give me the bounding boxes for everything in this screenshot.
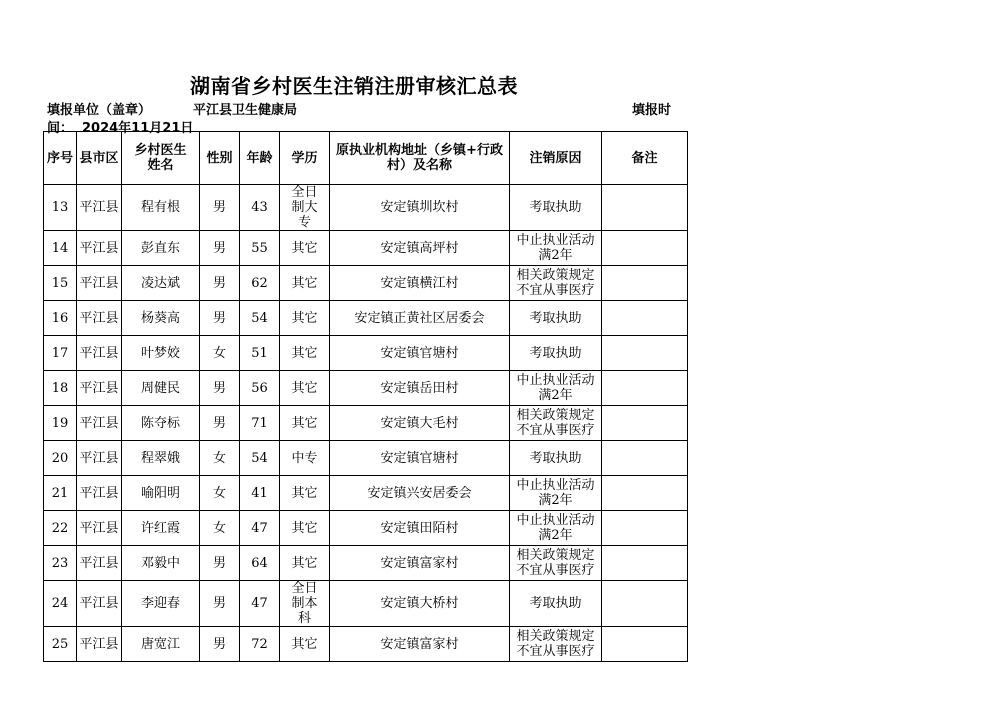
cell-note <box>602 546 688 581</box>
cell-age: 56 <box>240 371 280 406</box>
cell-name: 凌达斌 <box>122 266 200 301</box>
cell-edu: 中专 <box>280 441 330 476</box>
cell-reason: 相关政策规定不宜从事医疗 <box>510 627 602 662</box>
cell-note <box>602 185 688 231</box>
cell-name: 许红霞 <box>122 511 200 546</box>
header-reason: 注销原因 <box>510 132 602 185</box>
cell-sex: 女 <box>200 336 240 371</box>
cell-no: 14 <box>44 231 77 266</box>
cell-name: 程翠娥 <box>122 441 200 476</box>
header-edu: 学历 <box>280 132 330 185</box>
cell-note <box>602 406 688 441</box>
table-row <box>44 406 688 441</box>
cell-address: 安定镇富家村 <box>330 546 510 581</box>
cell-note <box>602 266 688 301</box>
cell-edu: 全日制大专 <box>280 185 330 231</box>
cell-edu: 其它 <box>280 336 330 371</box>
cell-sex: 男 <box>200 185 240 231</box>
cell-note <box>602 371 688 406</box>
cell-edu: 其它 <box>280 231 330 266</box>
cell-sex: 女 <box>200 476 240 511</box>
cell-age: 72 <box>240 627 280 662</box>
cell-edu: 其它 <box>280 476 330 511</box>
cell-note <box>602 231 688 266</box>
cell-sex: 女 <box>200 511 240 546</box>
cell-name: 杨葵高 <box>122 301 200 336</box>
cell-edu: 其它 <box>280 371 330 406</box>
cell-reason: 考取执助 <box>510 441 602 476</box>
table-row <box>44 511 688 546</box>
header-age: 年龄 <box>240 132 280 185</box>
cell-county: 平江县 <box>77 266 122 301</box>
cell-address: 安定镇官塘村 <box>330 336 510 371</box>
cell-sex: 男 <box>200 546 240 581</box>
cell-edu: 其它 <box>280 546 330 581</box>
header-no: 序号 <box>44 132 77 185</box>
cell-reason: 考取执助 <box>510 301 602 336</box>
unit-name: 平江县卫生健康局 <box>193 103 298 118</box>
cell-name: 喻阳明 <box>122 476 200 511</box>
table-header-row <box>44 132 688 185</box>
cell-no: 19 <box>44 406 77 441</box>
header-county: 县市区 <box>77 132 122 185</box>
cell-sex: 男 <box>200 581 240 627</box>
table-body <box>44 185 688 662</box>
header-name: 乡村医生姓名 <box>122 132 200 185</box>
cell-edu: 其它 <box>280 301 330 336</box>
cell-address: 安定镇田陌村 <box>330 511 510 546</box>
cell-note <box>602 476 688 511</box>
cell-age: 51 <box>240 336 280 371</box>
cell-edu: 其它 <box>280 627 330 662</box>
cell-no: 13 <box>44 185 77 231</box>
cell-edu: 全日制本科 <box>280 581 330 627</box>
cell-county: 平江县 <box>77 336 122 371</box>
table-row <box>44 185 688 231</box>
cell-county: 平江县 <box>77 371 122 406</box>
date-label-b: 间： <box>47 121 74 136</box>
cell-note <box>602 441 688 476</box>
cell-name: 叶梦姣 <box>122 336 200 371</box>
cell-county: 平江县 <box>77 581 122 627</box>
cell-age: 54 <box>240 301 280 336</box>
cell-county: 平江县 <box>77 627 122 662</box>
cell-county: 平江县 <box>77 476 122 511</box>
unit-label: 填报单位（盖章） <box>47 103 152 118</box>
cell-no: 17 <box>44 336 77 371</box>
cell-county: 平江县 <box>77 546 122 581</box>
cell-age: 64 <box>240 546 280 581</box>
header-note: 备注 <box>602 132 688 185</box>
cell-age: 47 <box>240 581 280 627</box>
table-row <box>44 301 688 336</box>
date-value: 2024年11月21日 <box>82 121 194 136</box>
table-row <box>44 231 688 266</box>
table-row <box>44 476 688 511</box>
cell-no: 15 <box>44 266 77 301</box>
cell-address: 安定镇大桥村 <box>330 581 510 627</box>
cell-no: 23 <box>44 546 77 581</box>
cell-reason: 考取执助 <box>510 336 602 371</box>
cell-age: 62 <box>240 266 280 301</box>
cell-no: 20 <box>44 441 77 476</box>
cell-reason: 中止执业活动满2年 <box>510 231 602 266</box>
date-label-a: 填报时 <box>632 103 672 118</box>
cell-sex: 男 <box>200 231 240 266</box>
cell-county: 平江县 <box>77 185 122 231</box>
cell-sex: 女 <box>200 441 240 476</box>
cell-address: 安定镇横江村 <box>330 266 510 301</box>
cell-name: 周健民 <box>122 371 200 406</box>
cell-age: 55 <box>240 231 280 266</box>
cell-name: 程有根 <box>122 185 200 231</box>
cell-address: 安定镇高坪村 <box>330 231 510 266</box>
cell-reason: 中止执业活动满2年 <box>510 476 602 511</box>
cell-sex: 男 <box>200 406 240 441</box>
cell-address: 安定镇兴安居委会 <box>330 476 510 511</box>
cell-name: 彭直东 <box>122 231 200 266</box>
cell-no: 18 <box>44 371 77 406</box>
cell-note <box>602 627 688 662</box>
cell-edu: 其它 <box>280 511 330 546</box>
cell-reason: 相关政策规定不宜从事医疗 <box>510 406 602 441</box>
cell-age: 54 <box>240 441 280 476</box>
cell-address: 安定镇大毛村 <box>330 406 510 441</box>
table-row <box>44 546 688 581</box>
cell-name: 李迎春 <box>122 581 200 627</box>
page-title: 湖南省乡村医生注销注册审核汇总表 <box>190 74 518 98</box>
cell-age: 71 <box>240 406 280 441</box>
cell-no: 22 <box>44 511 77 546</box>
cell-age: 43 <box>240 185 280 231</box>
cell-county: 平江县 <box>77 441 122 476</box>
cell-county: 平江县 <box>77 406 122 441</box>
table-row <box>44 441 688 476</box>
table-row <box>44 627 688 662</box>
table-row <box>44 336 688 371</box>
cell-name: 唐宽江 <box>122 627 200 662</box>
cell-sex: 男 <box>200 301 240 336</box>
cell-no: 21 <box>44 476 77 511</box>
header-address: 原执业机构地址（乡镇+行政村）及名称 <box>330 132 510 185</box>
cell-reason: 相关政策规定不宜从事医疗 <box>510 546 602 581</box>
table-row <box>44 371 688 406</box>
cell-address: 安定镇圳坎村 <box>330 185 510 231</box>
table-row <box>44 581 688 627</box>
cell-edu: 其它 <box>280 266 330 301</box>
summary-table <box>43 131 688 662</box>
cell-no: 16 <box>44 301 77 336</box>
cell-age: 41 <box>240 476 280 511</box>
cell-note <box>602 301 688 336</box>
cell-note <box>602 581 688 627</box>
cell-age: 47 <box>240 511 280 546</box>
cell-name: 陈夺标 <box>122 406 200 441</box>
cell-name: 邓毅中 <box>122 546 200 581</box>
table-row <box>44 266 688 301</box>
cell-address: 安定镇官塘村 <box>330 441 510 476</box>
cell-sex: 男 <box>200 266 240 301</box>
cell-county: 平江县 <box>77 231 122 266</box>
cell-county: 平江县 <box>77 511 122 546</box>
cell-note <box>602 511 688 546</box>
cell-address: 安定镇正黄社区居委会 <box>330 301 510 336</box>
cell-address: 安定镇富家村 <box>330 627 510 662</box>
header-sex: 性别 <box>200 132 240 185</box>
cell-edu: 其它 <box>280 406 330 441</box>
cell-reason: 考取执助 <box>510 185 602 231</box>
cell-sex: 男 <box>200 627 240 662</box>
cell-sex: 男 <box>200 371 240 406</box>
cell-address: 安定镇岳田村 <box>330 371 510 406</box>
cell-county: 平江县 <box>77 301 122 336</box>
cell-no: 24 <box>44 581 77 627</box>
cell-no: 25 <box>44 627 77 662</box>
cell-reason: 相关政策规定不宜从事医疗 <box>510 266 602 301</box>
cell-note <box>602 336 688 371</box>
cell-reason: 中止执业活动满2年 <box>510 511 602 546</box>
cell-reason: 考取执助 <box>510 581 602 627</box>
cell-reason: 中止执业活动满2年 <box>510 371 602 406</box>
